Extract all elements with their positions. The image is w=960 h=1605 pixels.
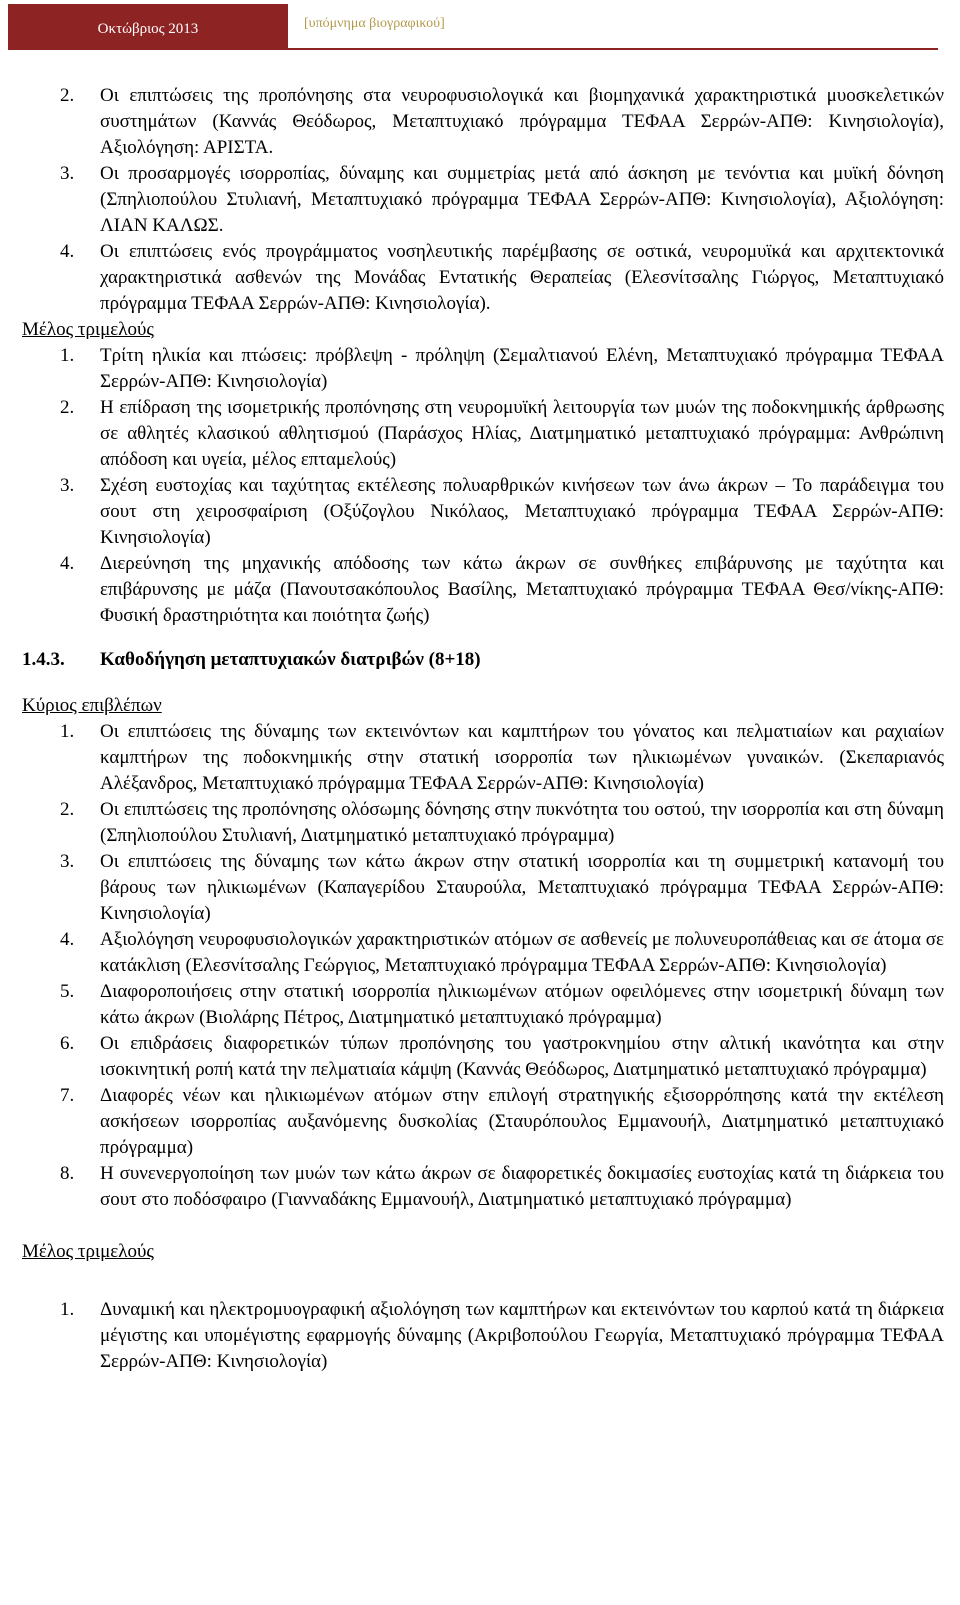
page-header xyxy=(8,4,938,48)
section-title xyxy=(22,647,944,673)
section-heading: Καθοδήγηση μεταπτυχιακών διατριβών (8+18) xyxy=(100,649,481,670)
list-item xyxy=(22,1297,944,1375)
header-title: [υπόμνημα βιογραφικού] xyxy=(304,16,445,31)
item-text: Η συνενεργοποίηση των μυών των κάτω άκρων σε διαφορετικές δοκιμασίες ευστοχίας κατά τη διάρκεια του σουτ στο ποδόσφαιρο (Γιανναδάκης Εμμανουήλ, Διατμηματικό μεταπτυχιακό πρόγραμμα) xyxy=(100,1163,944,1210)
list-item xyxy=(22,1083,944,1161)
spacer xyxy=(22,1265,944,1297)
header-date: Οκτώβριος 2013 xyxy=(97,21,199,37)
list-item xyxy=(22,927,944,979)
list-item xyxy=(22,161,944,239)
item-number: 1. xyxy=(60,1299,75,1320)
item-number: 4. xyxy=(60,929,75,950)
list-item xyxy=(22,395,944,473)
item-number: 1. xyxy=(60,721,75,742)
item-text: Οι επιπτώσεις της δύναμης των κάτω άκρων στην στατική ισορροπία και τη συμμετρική κατανομή του βάρους των ηλικιωμένων (Καπαγερίδου Σταυρούλα, Μεταπτυχιακό πρόγραμμα ΤΕΦΑΑ Σερρών-ΑΠΘ: Κινησιολογία) xyxy=(100,851,944,924)
item-text: Διαφορές νέων και ηλικιωμένων ατόμων στην επιλογή στρατηγικής εξισορρόπησης κατά την εκτέλεση ασκήσεων ισορροπίας αυξανόμενης δυσκολίας (Σταυρόπουλος Εμμανουήλ, Διατμηματικό μεταπτυχιακό πρόγραμμα) xyxy=(100,1085,944,1158)
item-number: 3. xyxy=(60,851,75,872)
list-continued xyxy=(22,83,944,317)
item-text: Διαφοροποιήσεις στην στατική ισορροπία ηλικιωμένων ατόμων οφειλόμενες στην ισομετρική δύναμη των κάτω άκρων (Βιολάρης Πέτρος, Διατμηματικό μεταπτυχιακό πρόγραμμα) xyxy=(100,981,944,1028)
list-item xyxy=(22,719,944,797)
item-number: 5. xyxy=(60,981,75,1002)
item-number: 4. xyxy=(60,241,75,262)
item-text: Διερεύνηση της μηχανικής απόδοσης των κάτω άκρων σε συνθήκες επιβάρυνσης με ταχύτητα και επιβάρυνσης με μάζα (Πανουτσακόπουλος Βασίλης, Μεταπτυχιακό πρόγραμμα ΤΕΦΑΑ Θεσ/νίκης-ΑΠΘ: Φυσική δραστηριότητα και ποιότητα ζωής) xyxy=(100,553,944,626)
member-heading-2: Μέλος τριμελούς xyxy=(22,1241,154,1262)
item-text: Οι προσαρμογές ισορροπίας, δύναμης και συμμετρίας μετά από άσκηση με τενόντια και μυϊκή δόνηση (Σπηλιοπούλου Στυλιανή, Μεταπτυχιακό πρόγραμμα ΤΕΦΑΑ Σερρών-ΑΠΘ: Κινησιολογία), Αξιολόγηση: ΛΙΑΝ ΚΑΛΩΣ. xyxy=(100,163,944,236)
list-item xyxy=(22,551,944,629)
item-text: Οι επιπτώσεις της προπόνησης στα νευροφυσιολογικά και βιομηχανικά χαρακτηριστικά μυοσκελετικών συστημάτων (Καννάς Θεόδωρος, Μεταπτυχιακό πρόγραμμα ΤΕΦΑΑ Σερρών-ΑΠΘ: Κινησιολογία), Αξιολόγηση: ΑΡΙΣΤΑ. xyxy=(100,85,944,158)
item-text: Αξιολόγηση νευροφυσιολογικών χαρακτηριστικών ατόμων σε ασθενείς με πολυνευροπάθειας και σε άτομα σε κατάκλιση (Ελεσνίτσαλης Γεώργιος, Μεταπτυχιακό πρόγραμμα ΤΕΦΑΑ Σερρών-ΑΠΘ: Κινησιολογία) xyxy=(100,929,944,976)
item-text: Οι επιδράσεις διαφορετικών τύπων προπόνησης του γαστροκνημίου στην αλτική ικανότητα και στην ισοκινητική ροπή κατά την πελματιαία κάμψη (Καννάς Θεόδωρος, Διατμηματικό μεταπτυχιακό πρόγραμμα) xyxy=(100,1033,944,1080)
item-number: 2. xyxy=(60,85,75,106)
section-number: 1.4.3. xyxy=(22,649,65,670)
item-number: 2. xyxy=(60,397,75,418)
item-text: Η επίδραση της ισομετρικής προπόνησης στη νευρομυϊκή λειτουργία των μυών της ποδοκνημικής άρθρωσης σε αθλητές κλασικού αθλητισμού (Παράσχος Ηλίας, Διατμηματικό μεταπτυχιακό πρόγραμμα: Ανθρώπινη απόδοση και υγεία, μέλος επταμελούς) xyxy=(100,397,944,470)
item-number: 7. xyxy=(60,1085,75,1106)
list-item xyxy=(22,797,944,849)
document-body xyxy=(22,83,944,1375)
member-list-1 xyxy=(22,343,944,629)
item-text: Τρίτη ηλικία και πτώσεις: πρόβλεψη - πρόληψη (Σεμαλτιανού Ελένη, Μεταπτυχιακό πρόγραμμα ΤΕΦΑΑ Σερρών-ΑΠΘ: Κινησιολογία) xyxy=(100,345,944,392)
list-item xyxy=(22,473,944,551)
supervisor-heading: Κύριος επιβλέπων xyxy=(22,695,162,716)
member-heading-1: Μέλος τριμελούς xyxy=(22,319,154,340)
list-item xyxy=(22,849,944,927)
item-text: Σχέση ευστοχίας και ταχύτητας εκτέλεσης πολυαρθρικών κινήσεων των άνω άκρων – Το παράδειγμα του σουτ στη χειροσφαίριση (Οξύζογλου Νικόλαος, Μεταπτυχιακό πρόγραμμα ΤΕΦΑΑ Σερρών-ΑΠΘ: Κινησιολογία) xyxy=(100,475,944,548)
item-number: 3. xyxy=(60,475,75,496)
spacer xyxy=(22,1213,944,1239)
item-text: Οι επιπτώσεις της δύναμης των εκτεινόντων και καμπτήρων του γόνατος και πελματιαίων και ραχιαίων καμπτήρων της ποδοκνημικής στην στατική ισορροπία των ηλικιωμένων γυναικών. (Σκεπαριανός Αλέξανδρος, Μεταπτυχιακό πρόγραμμα ΤΕΦΑΑ Σερρών-ΑΠΘ: Κινησιολογία) xyxy=(100,721,944,794)
list-item xyxy=(22,1031,944,1083)
item-text: Οι επιπτώσεις ενός προγράμματος νοσηλευτικής παρέμβασης σε οστικά, νευρομυϊκά και αρχιτεκτονικά χαρακτηριστικά ασθενών της Μονάδας Εντατικής Θεραπείας (Ελεσνίτσαλης Γιώργος, Μεταπτυχιακό πρόγραμμα ΤΕΦΑΑ Σερρών-ΑΠΘ: Κινησιολογία). xyxy=(100,241,944,314)
item-number: 2. xyxy=(60,799,75,820)
list-item xyxy=(22,239,944,317)
list-item xyxy=(22,83,944,161)
item-number: 4. xyxy=(60,553,75,574)
header-divider xyxy=(8,48,938,50)
list-item xyxy=(22,979,944,1031)
list-item xyxy=(22,343,944,395)
item-number: 8. xyxy=(60,1163,75,1184)
item-text: Δυναμική και ηλεκτρομυογραφική αξιολόγηση των καμπτήρων και εκτεινόντων του καρπού κατά τη διάρκεια μέγιστης και υπομέγιστης εφαρμογής δύναμης (Ακριβοπούλου Γεωργία, Μεταπτυχιακό πρόγραμμα ΤΕΦΑΑ Σερρών-ΑΠΘ: Κινησιολογία) xyxy=(100,1299,944,1372)
item-number: 3. xyxy=(60,163,75,184)
header-date-box xyxy=(8,4,288,48)
list-item xyxy=(22,1161,944,1213)
item-number: 1. xyxy=(60,345,75,366)
item-number: 6. xyxy=(60,1033,75,1054)
member-list-2 xyxy=(22,1297,944,1375)
item-text: Οι επιπτώσεις της προπόνησης ολόσωμης δόνησης στην πυκνότητα του οστού, την ισορροπία και στη δύναμη (Σπηλιοπούλου Στυλιανή, Διατμηματικό μεταπτυχιακό πρόγραμμα) xyxy=(100,799,944,846)
supervisor-list xyxy=(22,719,944,1213)
